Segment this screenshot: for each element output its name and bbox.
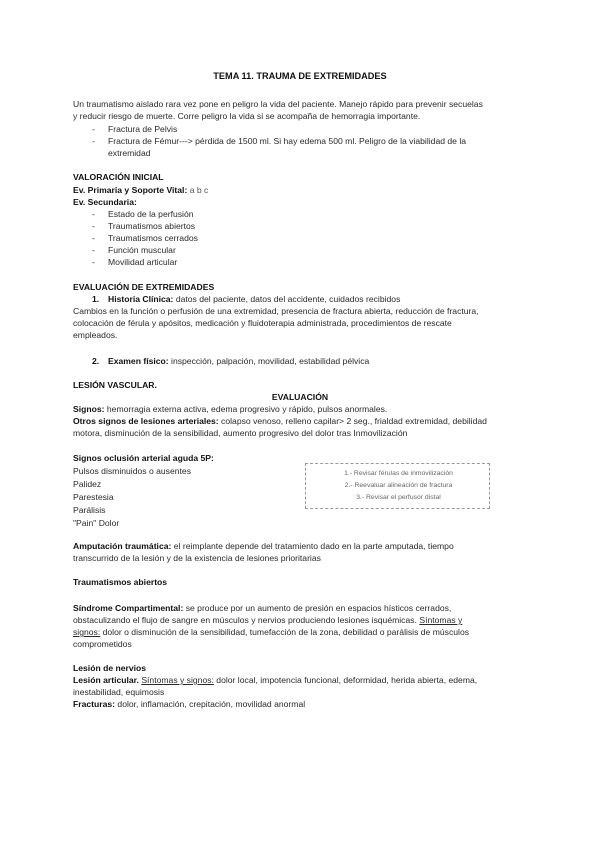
paragraph-line: comprometidos (73, 639, 132, 649)
list-item: Función muscular (108, 245, 176, 255)
bullet-item-continuation: extremidad (108, 148, 151, 158)
examen-fisico-value: inspección, palpación, movilidad, estabilidad pélvica (168, 356, 370, 366)
compartimental-line-3-text: dolor o disminución de la sensibilidad, tumefacción de la zona, debilidad o parálisis de músculos (100, 627, 470, 637)
bullet-dash: - (92, 124, 95, 134)
paragraph-line: inestabilidad, equimosis (73, 687, 165, 697)
paragraph-line: motora, disminución de la sensibilidad, aumento progresivo del dolor tras Inmovilización (73, 428, 408, 438)
historia-clinica-value: datos del paciente, datos del accidente, cuidados recibidos (173, 294, 401, 304)
fracturas-value: dolor, inflamación, crepitación, movilidad anormal (115, 699, 306, 709)
amputacion (73, 541, 454, 552)
signos-value: hemorragia externa activa, edema progresivo y rápido, pulsos anormales. (104, 404, 388, 414)
list-item: "Pain" Dolor (73, 518, 120, 528)
paragraph-line: colocación de férula y apósitos, medicación y fluidoterapia administrada, procedimientos de rescate (73, 318, 452, 328)
list-item: Parestesia (73, 492, 114, 502)
otros-signos-label: Otros signos de lesiones arteriales: (73, 416, 219, 426)
paragraph-line: Cambios en la función o perfusión de una extremidad, presencia de fractura abierta, reducción de fractura, (73, 306, 479, 316)
intro-line-1: Un traumatismo aislado rara vez pone en peligro la vida del paciente. Manejo rápido para prevenir secuelas (73, 99, 483, 109)
bullet-dash: - (92, 221, 95, 231)
examen-fisico (108, 356, 369, 367)
list-item: Estado de la perfusión (108, 209, 194, 219)
list-item: Palidez (73, 479, 102, 489)
historia-clinica-label: Historia Clínica: (108, 294, 174, 304)
list-item: Traumatismos abiertos (108, 221, 196, 231)
subheading-evaluacion: EVALUACIÓN (271, 392, 329, 402)
bullet-dash: - (92, 233, 95, 243)
note-line: 1.- Revisar férulas de inmovilización (344, 470, 453, 477)
note-line: 2.- Reevaluar alineación de fractura (344, 482, 453, 489)
ev-primaria (73, 185, 208, 196)
lesion-articular (73, 675, 477, 686)
bullet-item: Fractura de Fémur---> pérdida de 1500 ml. Si hay edema 500 ml. Peligro de la viabilidad de la (108, 136, 467, 146)
section-heading-evaluacion: EVALUACIÓN DE EXTREMIDADES (73, 282, 215, 292)
fracturas (73, 699, 305, 710)
fracturas-label: Fracturas: (73, 699, 116, 709)
ev-secundaria-label: Ev. Secundaria: (73, 197, 137, 207)
lesion-articular-value: dolor local, impotencia funcional, deformidad, herida abierta, edema, (213, 675, 478, 685)
signos-underlined: signos: (73, 627, 101, 637)
otros-signos-value: colapso venoso, relleno capilar> 2 seg., frialdad extremidad, debilidad (218, 416, 487, 426)
historia-clinica (108, 294, 400, 305)
list-item: Traumatismos cerrados (108, 233, 198, 243)
lesion-nervios-heading: Lesión de nervios (73, 663, 147, 673)
list-item: Movilidad articular (108, 257, 178, 267)
bullet-item: Fractura de Pelvis (108, 124, 178, 134)
compartimental-line-2 (73, 615, 462, 626)
list-item: Pulsos disminuidos o ausentes (73, 466, 191, 476)
bullet-dash: - (92, 209, 95, 219)
page-title: TEMA 11. TRAUMA DE EXTREMIDADES (213, 71, 387, 81)
note-line: 3.- Revisar el perfusor distal (356, 494, 441, 501)
bullet-dash: - (92, 245, 95, 255)
traumatismos-abiertos-heading: Traumatismos abiertos (73, 577, 168, 587)
intro-line-2: y reducir riesgo de muerte. Corre peligro la vida si se acompaña de hemorragia importante. (73, 111, 421, 121)
amputacion-label: Amputación traumática: (73, 541, 172, 551)
list-item: Parálisis (73, 505, 106, 515)
ev-primaria-label: Ev. Primaria y Soporte Vital: (73, 185, 188, 195)
section-heading-vascular: LESIÓN VASCULAR. (73, 380, 157, 390)
dashed-note-box (305, 463, 490, 509)
sintomas-underlined: Síntomas y (419, 615, 463, 625)
compartimental-value: se produce por un aumento de presión en espacios hísticos cerrados, (183, 603, 452, 613)
bullet-dash: - (92, 257, 95, 267)
paragraph-line: empleados. (73, 330, 118, 340)
examen-fisico-label: Examen físico: (108, 356, 169, 366)
otros-signos (73, 416, 487, 427)
amputacion-value: el reimplante depende del tratamiento dado en la parte amputada, tiempo (171, 541, 454, 551)
compartimental-label: Síndrome Compartimental: (73, 603, 184, 613)
compartimental-line-2-text: obstaculizando el flujo de sangre en músculos y nervios produciendo lesiones isquémicas. (73, 615, 417, 625)
compartimental (73, 603, 451, 614)
signos-label: Signos: (73, 404, 105, 414)
section-heading-valoracion: VALORACIÓN INICIAL (73, 172, 164, 182)
item-number: 2. (92, 356, 100, 366)
compartimental-line-3 (73, 627, 469, 638)
oclusion-heading: Signos oclusión arterial aguda 5P: (73, 453, 214, 463)
paragraph-line: transcurrido de la lesión y de la existencia de lesiones prioritarias (73, 553, 321, 563)
ev-primaria-value: a b c (187, 185, 209, 195)
signos (73, 404, 387, 415)
lesion-articular-label: Lesión articular. (73, 675, 139, 685)
bullet-dash: - (92, 136, 95, 146)
item-number: 1. (92, 294, 100, 304)
sintomas-underlined: Síntomas y signos: (141, 675, 214, 685)
